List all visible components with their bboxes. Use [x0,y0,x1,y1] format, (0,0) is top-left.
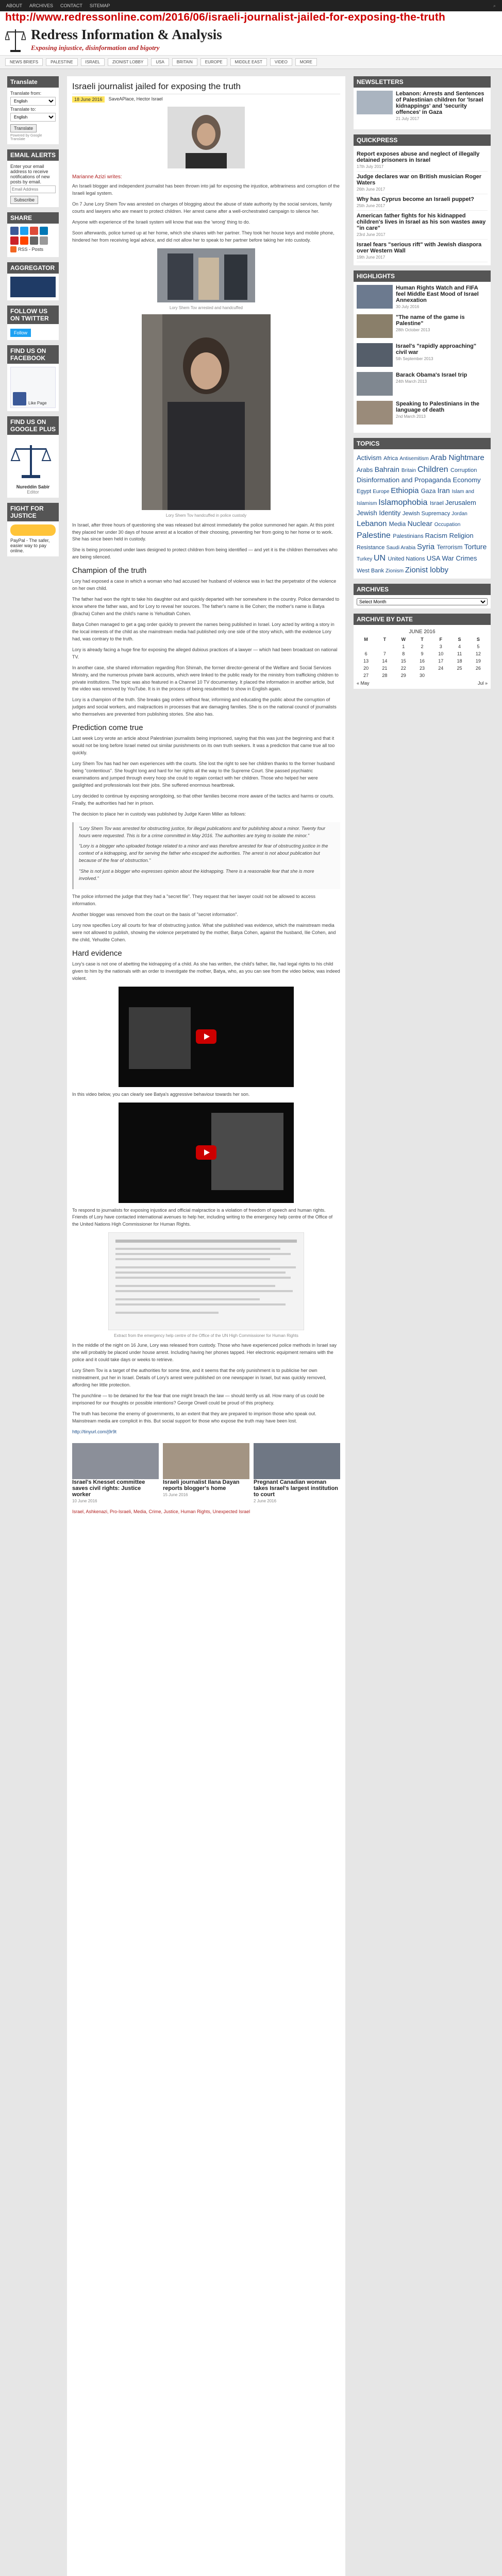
nav-item[interactable]: EUROPE [200,58,227,66]
print-icon[interactable] [40,236,48,245]
related-thumb[interactable] [163,1443,249,1479]
list-item[interactable] [357,285,488,309]
letter-caption: Extract from the emergency help centre of the Office of the UN High Commissioner for Human Rights [114,1333,298,1338]
nav-item[interactable]: ZIONIST LOBBY [108,58,148,66]
calendar-weekday: T [421,637,424,642]
quote-text: "Lory is a blogger who uploaded footage related to a minor and was therefore arrested for fear of obstructing justice in the context of a kidnapping, and for serving the father who escaped the authorities. The arrest is not about publication but because of the fear of obstruction." [79,843,328,863]
email-field[interactable] [10,185,56,193]
topic-tag[interactable]: Britain [401,467,417,473]
article-tags[interactable]: Israel, Ashkenazi, Pro-Israeli, Media, Crime, Justice, Human Rights, Unexpected Israel [72,1509,250,1514]
topic-tag[interactable]: UN [373,554,388,563]
quickpress-title[interactable]: Report exposes abuse and neglect of illegally detained prisoners in Israel [357,151,480,163]
calendar-prev-link[interactable]: « May [357,681,370,686]
highlight-title[interactable]: Barack Obama's Israel trip [396,372,467,378]
un-letter-screenshot [108,1232,304,1330]
calendar-week [357,665,488,672]
related-posts [72,1443,340,1503]
related-title[interactable]: Pregnant Canadian woman takes Israel's largest institution to court [254,1479,339,1498]
rss-row [10,246,56,252]
list-item[interactable] [357,343,488,367]
related-title[interactable]: Israeli journalist Ilana Dayan reports blogger's home [163,1479,240,1492]
topic-tag[interactable]: Racism [425,531,449,539]
section-heading: Hard evidence [72,948,122,958]
calendar-day[interactable]: 22 [400,666,406,671]
top-link-contact[interactable]: CONTACT [60,3,82,8]
calendar-day[interactable]: 6 [364,651,367,657]
nav-item[interactable]: PALESTINE [46,58,77,66]
calendar-month: JUNE 2016 [409,629,436,635]
facebook-icon [13,392,26,405]
topic-tag[interactable]: Lebanon [357,519,389,528]
play-icon[interactable] [196,1145,216,1160]
paragraph: Batya Cohen managed to get a gag order quickly to prevent the names being published in Israel. Lory acted by writing a story in the local interests of the child as she mainstream media had published only one side of the story which, with the evidence Lory had, was contrary to the truth. [72,621,334,641]
topic-tag[interactable]: Turkey [357,556,374,563]
calendar-day[interactable]: 12 [475,651,481,657]
site-name[interactable]: Redress Information & Analysis [31,27,222,42]
highlight-date: 5th September 2013 [396,357,433,361]
calendar-day[interactable]: 11 [457,651,462,657]
aggregator-badge[interactable] [10,277,56,297]
topic-tag[interactable]: Zionism [386,568,405,574]
calendar-day[interactable]: 5 [477,644,480,650]
calendar-day[interactable]: 2 [421,644,424,650]
video-player-2[interactable] [119,1103,294,1203]
translate-to-label: Translate to: [10,107,36,112]
topic-tag[interactable]: Jordan [451,511,467,517]
calendar-weekday: S [458,637,461,642]
paragraph: The father had won the right to take his daughter out and quickly departed with her somewhere in the country. Police demanded to know where the father was, and for Lory to reveal her sources. The father's name is Ilie Cohen; the mother's name is Batya (Bracha) Cohen and the child's name is Yehuditah Cohen. [72,597,340,616]
archives-widget [354,584,491,608]
highlights-widget [354,270,491,433]
newsletter-title[interactable]: Lebanon: Arrests and Sentences of Palestinian children for 'Israel kidnappings' and 'security offences' in Gaza [396,91,484,115]
quickpress-date: 17th July 2017 [357,164,384,169]
newsletter-thumb[interactable] [357,91,393,114]
topic-tag[interactable]: Saudi Arabia [386,545,417,551]
facebook-widget [7,345,59,411]
nav-item[interactable]: ISRAEL [81,58,105,66]
related-title[interactable]: Israel's Knesset committee saves civil rights: Justice worker [72,1479,145,1498]
related-post[interactable] [254,1443,340,1503]
translate-widget [7,76,59,144]
highlight-thumb[interactable] [357,401,393,425]
calendar-widget [354,614,491,689]
paragraph: Lory decided to continue by exposing wrongdoing, so that other families become more aware of the tactics and harms or courts. Finally, the authorities had her in prison. [72,793,334,806]
widget-heading: FIND US ON GOOGLE PLUS [7,416,59,435]
highlight-title[interactable]: "The name of the game is Palestine" [396,314,465,327]
topic-tag[interactable]: Jewish Supremacy [402,510,452,517]
paragraph: Anyone with experience of the Israeli system will know that was the 'wrong' thing to do. [72,219,250,225]
calendar-day[interactable]: 25 [457,666,462,671]
photo-custody [72,314,340,518]
paragraph: An Israeli blogger and independent journalist has been thrown into jail for exposing the injustice, arbitrariness and corruption of the Israeli legal system. [72,183,340,196]
nav-item[interactable]: USA [151,58,169,66]
topic-tag[interactable]: Corruption [450,467,477,473]
article-hero-photo [72,107,340,170]
list-item[interactable] [357,211,488,240]
calendar-week [357,672,488,679]
related-post[interactable] [163,1443,249,1503]
calendar-nav [357,681,488,686]
topic-tag[interactable]: Syria [416,542,437,551]
highlight-thumb[interactable] [357,343,393,367]
topic-tag[interactable]: Bahrain [374,465,401,473]
topic-tag[interactable]: Nuclear [407,519,434,528]
paragraph: Last week Lory wrote an article about Palestinian journalists being imprisoned, saying that this was just the beginning and that it would not be long before Israel meted out similar punishments on its own truth seekers. It was a prediction that came true all too quickly. [72,736,335,756]
widget-heading: FIGHT FOR JUSTICE [7,503,59,521]
list-item[interactable] [357,149,488,172]
paragraph: To respond to journalists for exposing injustice and official malpractice is a violation of freedom of speech and human rights. Friends of Lory have contacted international avenues to help her, including writing to the emergency help centre of the Office of the United Nations High Commissioner for Human Rights. [72,1207,333,1227]
topic-tag[interactable]: Palestinians [393,533,425,539]
calendar-day[interactable]: 17 [438,658,444,664]
share-widget [7,212,59,257]
calendar-weekday: F [439,637,443,642]
section-heading: Champion of the truth [72,566,147,575]
un-letter-figure [72,1232,340,1338]
rss-link[interactable]: RSS - Posts [18,247,44,252]
topic-tag[interactable]: Resistance [357,544,387,551]
widget-heading: ARCHIVES [354,584,491,595]
paragraph: The truth has become the enemy of governments, to an extent that they are prepared to imprison those who speak out. Mainstream media are complicit in this. But social support for those who expose the truth may have been lost. [72,1411,316,1423]
highlight-date: 2nd March 2013 [396,414,426,419]
article-meta [72,96,340,103]
paragraph: In another case, she shared information regarding Ron Shimah, the former director-general of the Welfare and Social Services Ministry, and the numerous private bank accounts, which were linked to the public ready for the ministry from trafficking children to private institutions. The topic was also featured in a Channel 10 TV documentary. It placed the information in another article, but the video was removed by YouTube. It is in the process of being resubmitted to show in English again. [72,665,339,692]
translate-powered: Powered by Google Translate [10,134,42,141]
quote-text: "She is not just a blogger who expresses opinion about the kidnapping. There is a reasonable fear that she is more involved." [79,869,314,882]
topic-tag[interactable]: Occupation [434,521,461,528]
list-item[interactable] [357,314,488,338]
topic-tag[interactable]: Ethiopia [391,486,421,495]
calendar-day[interactable]: 8 [402,651,405,657]
email-alerts-widget [7,149,59,207]
scales-of-justice-icon[interactable] [10,440,52,481]
newsletters-widget [354,76,491,129]
paragraph: Lory is a champion of the truth. She breaks gag orders without fear, informing and educating the public about the corruption of judges and social workers, and malpractices in processes that are damaging families. She is on the national council of journalists who themselves are prevented from publishing stories. She also has. [72,697,337,717]
photo-arrest [72,248,340,310]
section-heading: Prediction come true [72,723,143,733]
paragraph: The decision to place her in custody was published by Judge Karen Miller as follows: [72,811,246,817]
related-date: 10 June 2016 [72,1498,97,1503]
highlight-date: 24th March 2013 [396,379,427,384]
calendar-weekday: W [401,637,406,642]
archives-select[interactable] [357,598,488,605]
widget-heading: SHARE [7,212,59,224]
paragraph: The police informed the judge that they had a "secret file". They request that her lawyer could not be allowed to access information. [72,894,315,907]
translate-from-label: Translate from: [10,91,42,96]
video-player-1[interactable] [119,987,294,1087]
topic-tag[interactable]: Disinformation and Propaganda [357,476,453,484]
calendar-day[interactable]: 13 [363,658,369,664]
topic-tag[interactable]: Africa [383,455,400,462]
list-item[interactable] [357,240,488,262]
paypal-text: PayPal - The safer, easier way to pay online. [10,538,50,553]
calendar-week [357,650,488,657]
topic-tag[interactable]: Economy [453,476,481,484]
calendar-day[interactable]: 3 [439,644,442,650]
site-tagline: Exposing injustice, disinformation and bigotry [31,44,160,52]
calendar-day [450,672,468,679]
calendar-week [357,643,488,650]
tag-cloud [357,452,488,575]
play-icon[interactable] [196,1029,216,1044]
topic-tag[interactable]: Antisemitism [399,456,430,462]
scales-of-justice-logo-icon[interactable] [5,26,26,53]
photo-caption: Lory Shem Tov arrested and handcuffed [169,305,243,310]
paragraph: In this video below, you can clearly see Batya's aggressive behaviour towards her son. [72,1091,250,1097]
paragraph: She is being prosecuted under laws designed to protect children from being identified — and yet it is the children themselves who are being silenced. [72,547,338,560]
googleplus-widget [7,416,59,498]
newsletter-date: 21 July 2017 [396,116,420,121]
share-icons-row [10,236,56,245]
twitter-follow-button[interactable]: Follow [10,329,31,337]
highlight-title[interactable]: Speaking to Palestinians in the language of death [396,401,479,413]
left-sidebar [7,76,59,2576]
article-title: Israeli journalist jailed for exposing the truth [72,81,340,94]
top-bar [0,0,502,11]
facebook-like-page[interactable]: Like Page [28,401,47,405]
calendar-day[interactable]: 7 [383,651,386,657]
widget-heading: FIND US ON FACEBOOK [7,345,59,364]
calendar-day[interactable]: 30 [419,673,425,679]
editor-name[interactable]: Nureddin Sabir [16,484,50,489]
calendar-day[interactable]: 4 [458,644,461,650]
main-nav [0,56,502,69]
calendar-day [431,672,450,679]
paypal-donate-button[interactable] [10,524,56,536]
calendar-day [357,643,375,650]
list-item[interactable] [357,401,488,425]
photo-caption: Lory Shem Tov handcuffed in police custody [165,513,247,518]
calendar-day[interactable]: 9 [421,651,424,657]
calendar-day[interactable]: 15 [400,658,406,664]
topic-tag[interactable]: Arab Nightmare [430,453,484,462]
highlight-thumb[interactable] [357,285,393,309]
twitter-icon[interactable] [20,227,28,235]
quickpress-title[interactable]: Why has Cyprus become an Israeli puppet? [357,196,474,202]
highlight-date: 30 July 2016 [396,304,420,309]
paragraph: Lory now specifies Lory all courts for fear of obstructing justice. What she published was evidence, which the mainstream media were not allowed to publish, showing the violence perpetrated by the mother, Batya Cohen, against the husband, Ilie Cohen, and the child, Yehudite Cohen. [72,922,336,942]
related-post[interactable] [72,1443,159,1503]
widget-heading: ARCHIVE BY DATE [354,614,491,625]
topic-tag[interactable]: West Bank [357,567,386,574]
paragraph: On 7 June Lory Shem Tov was arrested on charges of blogging about the abuse of state authority by the social services, family courts and lawyers who are meant to protect children. Her arrest came after a well-orchestrated campaign to silence her. [72,201,332,214]
article-category[interactable]: SaveAPlace, Hector Israel [108,96,163,101]
article [67,76,345,2576]
email-icon[interactable] [30,236,38,245]
quickpress-date: 26th June 2017 [357,187,386,192]
quote-text: "Lory Shem Tov was arrested for obstructing justice, for illegal publications and for publishing about a minor. Twenty four hours were requested. This is for a crime committed in May 2016. The authorities are trying to isolate the minor." [79,825,326,838]
topic-tag[interactable]: Media [389,520,408,528]
topic-tag[interactable]: Islam and Islamism [357,488,474,506]
calendar-day[interactable]: 28 [382,673,388,679]
topic-tag[interactable]: Europe [373,488,391,495]
topic-tag[interactable]: USA [426,554,442,563]
list-item[interactable] [357,372,488,396]
video-frame [129,1007,191,1069]
source-url[interactable]: http://tinyurl.com/j9r9t [72,1429,117,1434]
topic-tag[interactable]: Torture [464,542,487,551]
masthead [0,24,502,56]
calendar-day[interactable]: 19 [475,658,481,664]
calendar-day[interactable]: 10 [438,651,444,657]
calendar-weekday: T [383,637,387,642]
paragraph: In the middle of the night on 16 June, Lory was released from custody. Those who have experienced police methods in Israel say she will probably be placed under house arrest. Including having her phones tapped. Her electronic equipment remains with the police and it could take days or weeks to retrieve. [72,1343,337,1363]
highlight-thumb[interactable] [357,314,393,338]
nav-item[interactable]: MIDDLE EAST [230,58,267,66]
pinterest-icon[interactable] [10,236,19,245]
right-sidebar [354,76,491,2576]
court-decision-quote [72,822,340,890]
calendar-day[interactable]: 23 [419,666,425,671]
paragraph: Lory Shem Tov has had her own experiences with the courts. She lost the right to see her children thanks to the former husband being "contentious". She fought long and hard for her rights all the way to the Supreme Court. She passed psychiatric examinations and jumped through every hoop she could to regain contact with her children. Those who helped her were gaslighted and professionals lost their jobs. She suffered enormous heartbreak. [72,761,335,788]
related-date: 2 June 2016 [254,1498,277,1503]
editor-role: Editor [27,489,39,495]
calendar-day[interactable]: 16 [419,658,425,664]
calendar-day [375,643,394,650]
list-item[interactable] [357,172,488,194]
arrest-photo [157,248,255,302]
calendar-day[interactable]: 26 [475,666,481,671]
nav-item[interactable]: BRITAIN [172,58,197,66]
top-link-archives[interactable]: ARCHIVES [29,3,54,8]
archive-calendar [357,628,488,679]
topic-tag[interactable]: Jerusalem [445,498,476,506]
topic-tag[interactable]: Israel [429,500,445,506]
calendar-day[interactable]: 20 [363,666,369,671]
aggregator-widget [7,262,59,300]
paragraph: In Israel, after three hours of questioning she was released but almost immediately the police summoned her again. At this point they placed her under 30 days of house arrest at a location of their choosing, preventing her from going to her home or to work. She has since been held in custody. [72,522,334,542]
search-icon[interactable]: ⌕ [493,3,496,8]
calendar-day [469,672,488,679]
topics-widget [354,438,491,579]
linkedin-icon[interactable] [40,227,48,235]
widget-heading: EMAIL ALERTS [7,149,59,161]
nav-item[interactable]: NEWS BRIEFS [5,58,43,66]
quickpress-date: 23rd June 2017 [357,232,386,237]
quickpress-title[interactable]: American father fights for his kidnapped children's lives in Israel as his son wastes away "in care" [357,213,486,231]
custody-photo [142,314,271,510]
topic-tag[interactable]: Zionist lobby [405,565,449,574]
list-item[interactable] [357,91,488,121]
related-thumb[interactable] [72,1443,159,1479]
paragraph: The punchline — to be detained for the fear that one might breach the law — should terrify us all. How many of us could be imprisoned for our thoughts or possible intentions? George Orwell could be proud of this prophecy. [72,1393,325,1405]
widget-heading: AGGREGATOR [7,262,59,274]
highlight-title[interactable]: Israel's "rapidly approaching" civil war [396,343,477,355]
calendar-next-link[interactable]: Jul » [477,681,488,686]
quickpress-title[interactable]: Israel fears "serious rift" with Jewish diaspora over Western Wall [357,242,482,254]
video-frame [211,1113,283,1190]
article-date: 18 June 2016 [72,96,105,103]
translate-to-select[interactable] [10,113,56,122]
calendar-day[interactable]: 14 [382,658,388,664]
quickpress-title[interactable]: Judge declares war on British musician Roger Waters [357,174,482,186]
paragraph: Lory Shem Tov is a target of the authorities for some time, and it seems that the only punishment is to publicise her own mistreatment, put her in Israel. Details of Lory's arrest were published on one newspaper in Israel, but was quickly removed, affording her little protection. [72,1368,326,1387]
calendar-day[interactable]: 1 [402,644,405,650]
reddit-icon[interactable] [20,236,28,245]
calendar-day[interactable]: 29 [400,673,406,679]
calendar-weekday: S [476,637,480,642]
facebook-icon[interactable] [10,227,19,235]
article-author[interactable]: Marianne Azizi writes: [72,174,122,180]
calendar-day[interactable]: 18 [457,658,462,664]
topic-tag[interactable]: Palestine [357,531,393,540]
topic-tag[interactable]: Terrorism [437,543,464,551]
paragraph: Lory's case is not one of abetting the kidnapping of a child. As she has written, the child's father, Ilie, had legal rights to his child given to him by the nationals with an order to investigate the mother, Batya, who, as you can see from the video below, was indeed violent. [72,961,340,981]
paragraph: Another blogger was removed from the court on the basis of "secret information". [72,912,239,917]
calendar-day[interactable]: 27 [363,673,369,679]
topic-tag[interactable]: Children [417,465,450,474]
top-link-sitemap[interactable]: SITEMAP [89,3,110,8]
widget-heading: QUICKPRESS [354,134,491,146]
widget-heading: NEWSLETTERS [354,76,491,88]
topic-tag[interactable]: Islamophobia [378,498,430,507]
topic-tag[interactable]: War Crimes [442,554,477,563]
quickpress-date: 25th June 2017 [357,204,386,208]
calendar-day[interactable]: 21 [382,666,388,671]
paragraph: Soon afterwards, police turned up at her home, which she shares with her partner. They took her house keys and mobile phone, hindered her from receiving legal advice, and did not allow her to speak to her partner before taking her into custody. [72,230,334,243]
topic-tag[interactable]: Activism [357,454,383,462]
widget-heading: TOPICS [354,438,491,449]
topic-tag[interactable]: Religion [449,531,474,539]
url-text: http://www.redressonline.com/2016/06/israeli-journalist-jailed-for-exposing-the-truth [5,11,446,23]
nav-item[interactable]: VIDEO [270,58,292,66]
related-date: 15 June 2016 [163,1492,188,1497]
translate-from-select[interactable] [10,97,56,106]
share-icons-row [10,227,56,235]
subscribe-button[interactable]: Subscribe [10,196,38,204]
highlight-title[interactable]: Human Rights Watch and FIFA feel Middle East Mood of Israel Annexation [396,285,479,303]
related-thumb[interactable] [254,1443,340,1479]
highlight-thumb[interactable] [357,372,393,396]
topic-tag[interactable]: Jewish Identity [357,509,403,517]
topic-tag[interactable]: Iran [437,486,452,495]
portrait-photo [168,107,245,168]
source-link[interactable] [72,1429,340,1436]
topic-tag[interactable]: Gaza [421,487,438,495]
paragraph: Lory had exposed a case in which a woman who had accused her husband of violence was in fact the perpetrator of the violence on her own child. [72,579,337,591]
fight-for-justice-widget [7,503,59,556]
translate-button[interactable]: Translate [10,124,37,132]
topic-tag[interactable]: United Nations [388,556,427,563]
paragraph: Lory is already facing a huge fine for exposing the alleged dubious practices of a lawyer — which had been broadcast on national TV. [72,647,338,659]
facebook-page-box[interactable] [10,367,56,408]
rss-icon[interactable] [10,246,16,252]
quickpress-date: 19th June 2017 [357,255,386,260]
url-banner [0,11,502,24]
google-plus-icon[interactable] [30,227,38,235]
widget-heading: FOLLOW US ON TWITTER [7,306,59,324]
calendar-weekday: M [364,637,368,642]
highlight-date: 28th October 2013 [396,328,430,332]
calendar-week [357,657,488,665]
top-link-about[interactable]: ABOUT [6,3,23,8]
topic-tag[interactable]: Egypt [357,488,373,495]
email-alerts-text: Enter your email address to receive notifications of new posts by email. [10,164,50,184]
quickpress-widget [354,134,491,265]
topic-tag[interactable]: Arabs [357,466,375,473]
widget-heading: Translate [7,76,59,88]
nav-item[interactable]: MORE [295,58,317,66]
calendar-day[interactable]: 24 [438,666,444,671]
widget-heading: HIGHLIGHTS [354,270,491,282]
list-item[interactable] [357,194,488,211]
twitter-widget [7,306,59,340]
